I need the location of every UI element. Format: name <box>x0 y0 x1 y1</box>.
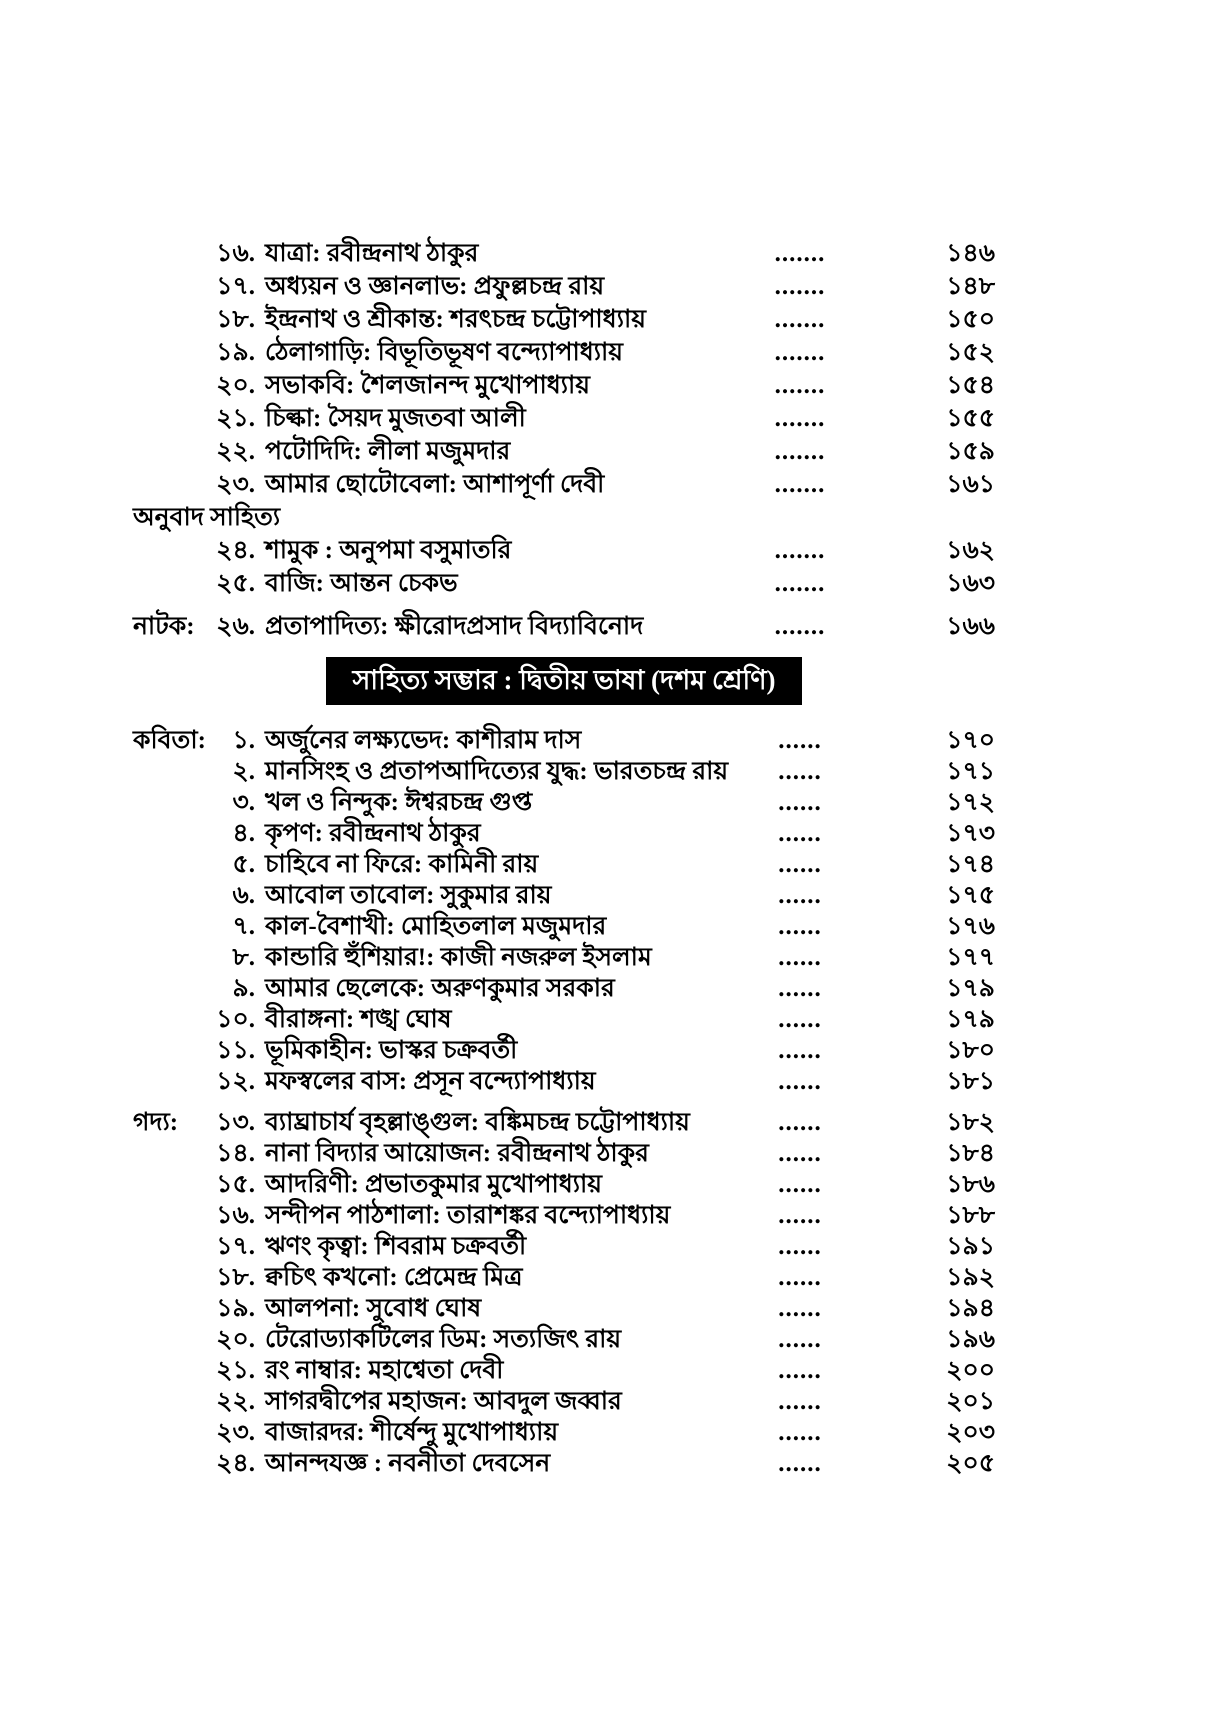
toc-row <box>133 1169 995 1200</box>
item-title: সন্দীপন পাঠশালা: তারাশঙ্কর বন্দ্যোপাধ্যায় <box>265 1202 671 1230</box>
item-title: প্রতাপাদিত্য: ক্ষীরোদপ্রসাদ বিদ্যাবিনোদ <box>265 613 644 640</box>
item-number: ৬. <box>232 882 255 910</box>
item-number: ১৮. <box>216 306 255 333</box>
page-number: ১৬৬ <box>946 613 995 640</box>
dot-leader: ...... <box>778 1006 822 1034</box>
toc-row <box>133 756 995 787</box>
page-number: ১৬২ <box>946 537 995 564</box>
toc-row <box>133 1004 995 1035</box>
item-number: ১৮. <box>216 1264 255 1292</box>
dot-leader: ...... <box>778 1388 822 1416</box>
page-number: ১৫৯ <box>946 438 995 465</box>
item-number: ১৩. <box>216 1109 255 1137</box>
toc-row <box>133 849 995 880</box>
toc-row <box>133 1355 995 1386</box>
item-number: ৫. <box>232 851 255 879</box>
dot-leader: ....... <box>774 471 826 498</box>
item-number: ৮. <box>232 944 255 972</box>
toc-row <box>133 911 995 942</box>
toc-row <box>133 1448 995 1479</box>
page-number: ২০১ <box>946 1388 995 1416</box>
dot-leader: ...... <box>778 1233 822 1261</box>
dot-leader: ...... <box>778 1419 822 1447</box>
item-title: ঠেলাগাড়ি: বিভূতিভূষণ বন্দ্যোপাধ্যায় <box>265 339 623 366</box>
toc-row <box>133 973 995 1004</box>
dot-leader: ....... <box>774 306 826 333</box>
dot-leader: ...... <box>778 851 822 879</box>
page-number: ১৮০ <box>946 1037 995 1065</box>
dot-leader: ...... <box>778 1140 822 1168</box>
dot-leader: ...... <box>778 727 822 755</box>
page-number: ১৬৩ <box>946 570 995 597</box>
item-number: ২২. <box>216 1388 255 1416</box>
item-number: ১৭. <box>216 273 255 300</box>
dot-leader: ...... <box>778 1171 822 1199</box>
page-number: ১৯৬ <box>946 1326 995 1354</box>
page-number: ২০০ <box>946 1357 995 1385</box>
item-number: ১২. <box>216 1068 255 1096</box>
item-number: ২৩. <box>216 471 255 498</box>
page-number: ১৭৯ <box>946 975 995 1003</box>
page-number: ১৮১ <box>946 1068 995 1096</box>
page-number: ১৭৬ <box>946 913 995 941</box>
page-number: ১৬১ <box>946 471 995 498</box>
page-number: ১৫৪ <box>946 372 995 399</box>
item-title: চিল্কা: সৈয়দ মুজতবা আলী <box>265 405 526 432</box>
item-number: ১৪. <box>216 1140 255 1168</box>
category-label: গদ্য: <box>133 1109 179 1137</box>
toc-row <box>133 567 995 600</box>
page-number: ১৪৮ <box>946 273 995 300</box>
item-number: ৭. <box>232 913 255 941</box>
item-title: আদরিণী: প্রভাতকুমার মুখোপাধ্যায় <box>265 1171 603 1199</box>
toc-row <box>133 303 995 336</box>
item-number: ২০. <box>216 372 255 399</box>
item-number: ২৬. <box>216 613 255 640</box>
item-number: ২১. <box>216 405 255 432</box>
item-number: ২৩. <box>216 1419 255 1447</box>
dot-leader: ....... <box>774 339 826 366</box>
section-subheader: অনুবাদ সাহিত্য <box>133 504 281 531</box>
dot-leader: ....... <box>774 438 826 465</box>
page-number: ১৫০ <box>946 306 995 333</box>
dot-leader: ...... <box>778 1109 822 1137</box>
page-number: ১৭৯ <box>946 1006 995 1034</box>
page-number: ২০৫ <box>946 1450 995 1478</box>
dot-leader: ...... <box>778 758 822 786</box>
item-title: আবোল তাবোল: সুকুমার রায় <box>265 882 552 910</box>
dot-leader: ...... <box>778 1326 822 1354</box>
toc-row <box>133 336 995 369</box>
item-title: চাহিবে না ফিরে: কামিনী রায় <box>265 851 539 879</box>
dot-leader: ....... <box>774 537 826 564</box>
toc-row <box>133 435 995 468</box>
item-number: ২৪. <box>216 1450 255 1478</box>
toc-row <box>133 880 995 911</box>
page-number: ১৯৪ <box>946 1295 995 1323</box>
page-number: ১৯১ <box>946 1233 995 1261</box>
page-number: ২০৩ <box>946 1419 995 1447</box>
category-label: নাটক: <box>133 613 195 640</box>
toc-row <box>133 1417 995 1448</box>
item-title: ইন্দ্রনাথ ও শ্রীকান্ত: শরৎচন্দ্র চট্টোপাধ্যায় <box>265 306 646 333</box>
toc-row <box>133 1262 995 1293</box>
toc-row <box>133 270 995 303</box>
page-number: ১৫৫ <box>946 405 995 432</box>
item-title: অর্জুনের লক্ষ্যভেদ: কাশীরাম দাস <box>265 727 582 755</box>
item-title: সাগরদ্বীপের মহাজন: আবদুল জব্বার <box>265 1388 622 1416</box>
item-title: বীরাঙ্গনা: শঙ্খ ঘোষ <box>265 1006 452 1034</box>
item-number: ২৪. <box>216 537 255 564</box>
item-title: ঋণং কৃত্বা: শিবরাম চক্রবর্তী <box>265 1233 527 1261</box>
item-number: ১. <box>232 727 255 755</box>
toc-section-first-language <box>133 237 995 643</box>
page-number: ১৯২ <box>946 1264 995 1292</box>
item-title: ভূমিকাহীন: ভাস্কর চক্রবর্তী <box>265 1037 518 1065</box>
dot-leader: ...... <box>778 975 822 1003</box>
toc-row <box>133 468 995 501</box>
item-number: ২১. <box>216 1357 255 1385</box>
item-title: কান্ডারি হুঁশিয়ার!: কাজী নজরুল ইসলাম <box>265 944 652 972</box>
dot-leader: ...... <box>778 1037 822 1065</box>
toc-row <box>133 787 995 818</box>
banner-wrap <box>133 657 995 705</box>
toc-row <box>133 725 995 756</box>
item-number: ১৯. <box>216 1295 255 1323</box>
item-title: শামুক : অনুপমা বসুমাতরি <box>265 537 512 564</box>
item-title: টেরোড্যাকটিলের ডিম: সত্যজিৎ রায় <box>265 1326 622 1354</box>
item-number: ৪. <box>232 820 255 848</box>
toc-row <box>133 610 995 643</box>
item-title: মানসিংহ ও প্রতাপআদিত্যের যুদ্ধ: ভারতচন্দ্র রায় <box>265 758 729 786</box>
dot-leader: ...... <box>778 820 822 848</box>
dot-leader: ....... <box>774 613 826 640</box>
toc-section-second-language <box>133 725 995 1479</box>
item-number: ২. <box>232 758 255 786</box>
item-number: ১৬. <box>216 240 255 267</box>
item-title: পটোদিদি: লীলা মজুমদার <box>265 438 511 465</box>
item-number: ১৯. <box>216 339 255 366</box>
item-title: যাত্রা: রবীন্দ্রনাথ ঠাকুর <box>265 240 479 267</box>
item-title: কৃপণ: রবীন্দ্রনাথ ঠাকুর <box>265 820 481 848</box>
page-number: ১৪৬ <box>946 240 995 267</box>
dot-leader: ...... <box>778 913 822 941</box>
dot-leader: ...... <box>778 882 822 910</box>
dot-leader: ...... <box>778 944 822 972</box>
item-number: ১৫. <box>216 1171 255 1199</box>
toc-row <box>133 237 995 270</box>
item-number: ১৬. <box>216 1202 255 1230</box>
toc-row <box>133 942 995 973</box>
page-number: ১৭১ <box>946 758 995 786</box>
toc-row <box>133 1138 995 1169</box>
page-number: ১৮২ <box>946 1109 995 1137</box>
page-number: ১৫২ <box>946 339 995 366</box>
dot-leader: ...... <box>778 1068 822 1096</box>
toc-row <box>133 1231 995 1262</box>
item-title: খল ও নিন্দুক: ঈশ্বরচন্দ্র গুপ্ত <box>265 789 533 817</box>
item-number: ১১. <box>216 1037 255 1065</box>
toc-row <box>133 1107 995 1138</box>
dot-leader: ....... <box>774 240 826 267</box>
dot-leader: ...... <box>778 1202 822 1230</box>
page-number: ১৭৩ <box>946 820 995 848</box>
item-title: আমার ছোটোবেলা: আশাপূর্ণা দেবী <box>265 471 605 498</box>
dot-leader: ....... <box>774 570 826 597</box>
item-number: ৩. <box>232 789 255 817</box>
dot-leader: ....... <box>774 405 826 432</box>
toc-row <box>133 369 995 402</box>
page-number: ১৭২ <box>946 789 995 817</box>
toc-row <box>133 402 995 435</box>
item-title: বাজি: আন্তন চেকভ <box>265 570 458 597</box>
dot-leader: ....... <box>774 273 826 300</box>
category-label: কবিতা: <box>133 727 206 755</box>
dot-leader: ...... <box>778 1264 822 1292</box>
dot-leader: ...... <box>778 1357 822 1385</box>
item-title: সভাকবি: শৈলজানন্দ মুখোপাধ্যায় <box>265 372 590 399</box>
dot-leader: ...... <box>778 1295 822 1323</box>
item-number: ১০. <box>216 1006 255 1034</box>
page-number: ১৭৪ <box>946 851 995 879</box>
toc-row <box>133 1035 995 1066</box>
page-number: ১৭৭ <box>946 944 995 972</box>
toc-row <box>133 534 995 567</box>
item-title: ক্বচিৎ কখনো: প্রেমেন্দ্র মিত্র <box>265 1264 523 1292</box>
item-title: ব্যাঘ্রাচার্য বৃহল্লাঙ্গুল: বঙ্কিমচন্দ্র চট্টোপাধ্যায় <box>265 1109 690 1137</box>
item-number: ২০. <box>216 1326 255 1354</box>
item-number: ২২. <box>216 438 255 465</box>
toc-row <box>133 1200 995 1231</box>
dot-leader: ...... <box>778 1450 822 1478</box>
page-number: ১৭০ <box>946 727 995 755</box>
toc-row <box>133 1293 995 1324</box>
item-number: ২৫. <box>216 570 255 597</box>
item-title: আনন্দযজ্ঞ : নবনীতা দেবসেন <box>265 1450 551 1478</box>
section-banner: সাহিত্য সম্ভার : দ্বিতীয় ভাষা (দশম শ্রেণি) <box>326 657 801 705</box>
dot-leader: ....... <box>774 372 826 399</box>
item-number: ১৭. <box>216 1233 255 1261</box>
item-title: মফস্বলের বাস: প্রসূন বন্দ্যোপাধ্যায় <box>265 1068 596 1096</box>
page-number: ১৮৪ <box>946 1140 995 1168</box>
toc-row <box>133 1324 995 1355</box>
item-title: বাজারদর: শীর্ষেন্দু মুখোপাধ্যায় <box>265 1419 559 1447</box>
toc-row <box>133 1066 995 1097</box>
page-number: ১৮৬ <box>946 1171 995 1199</box>
dot-leader: ...... <box>778 789 822 817</box>
item-title: অধ্যয়ন ও জ্ঞানলাভ: প্রফুল্লচন্দ্র রায় <box>265 273 605 300</box>
toc-row <box>133 818 995 849</box>
item-title: নানা বিদ্যার আয়োজন: রবীন্দ্রনাথ ঠাকুর <box>265 1140 649 1168</box>
page-number: ১৭৫ <box>946 882 995 910</box>
item-number: ৯. <box>232 975 255 1003</box>
toc-row <box>133 1386 995 1417</box>
item-title: রং নাম্বার: মহাশ্বেতা দেবী <box>265 1357 504 1385</box>
item-title: আমার ছেলেকে: অরুণকুমার সরকার <box>265 975 615 1003</box>
item-title: কাল-বৈশাখী: মোহিতলাল মজুমদার <box>265 913 607 941</box>
item-title: আলপনা: সুবোধ ঘোষ <box>265 1295 482 1323</box>
page-number: ১৮৮ <box>946 1202 995 1230</box>
